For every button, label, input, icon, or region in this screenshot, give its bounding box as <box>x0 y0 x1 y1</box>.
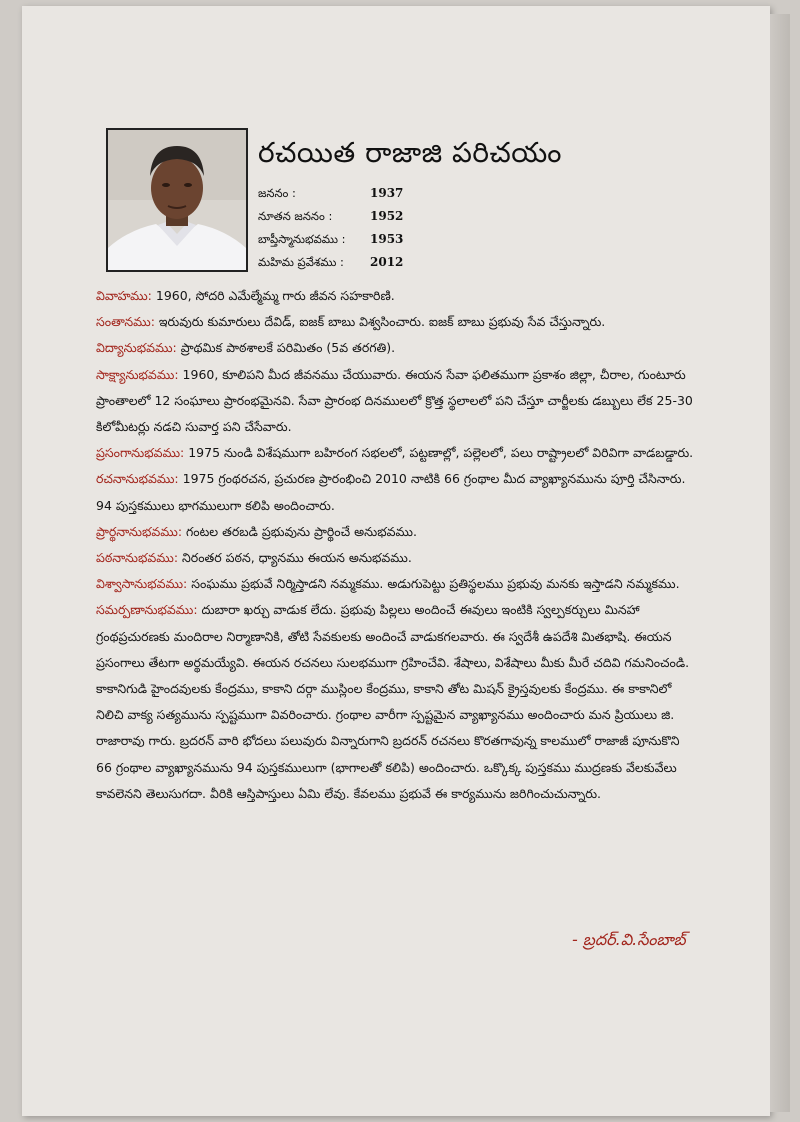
section-text: 1960, కూలిపని మీద జీవనము చేయువారు. ఈయన సేవా ఫలితముగా ప్రకాశం జిల్లా, చీరాల, గుంటూరు ప్రాంతాలలో 12 సంఘాలు ప్రారంభమైనవి. సేవా ప్రారంభ దినములలో క్రొత్త స్థలాలలో పని చేస్తూ చార్జీలకు డబ్బులు లేక 25-30 కిలోమీటర్లు నడచి సువార్త పని చేసేవారు. <box>96 366 693 435</box>
section-heading: ప్రార్థనానుభవము: <box>96 523 183 539</box>
section-text: 1975 గ్రంథరచన, ప్రచురణ ప్రారంభించి 2010 నాటికి 66 గ్రంథాల మీద వ్యాఖ్యానమును పూర్తి చేసినారు. 94 పుస్తకములు భాగములుగా కలిపి అందించారు. <box>96 471 686 513</box>
fact-label: బాప్తీస్మానుభవము : <box>258 232 346 246</box>
section-writing <box>96 466 696 518</box>
section-text: ప్రాథమిక పాఠశాలకే పరిమితం (5వ తరగతి). <box>176 340 396 356</box>
section-text: గంటల తరబడి ప్రభువును ప్రార్థించే అనుభవము. <box>182 523 417 539</box>
section-heading: విశ్వాసానుభవము: <box>96 576 188 592</box>
fact-label: మహిమ ప్రవేశము : <box>258 255 344 269</box>
birth-facts <box>258 182 403 274</box>
section-text: దుబారా ఖర్చు వాడుక లేదు. ప్రభువు పిల్లలు అందించే ఈవులు ఇంటికి స్వల్పకర్చులు మినహా గ్రంథప్రచురణకు మందిరాల నిర్మాణానికి, తోటి సేవకులకు అందించే వాడుకగలవారు. ఈ స్వదేశీ ఉపదేశి మితభాషి. ఈయన ప్రసంగాలు తేటగా అర్థమయ్యేవి. ఈయన రచనలు సులభముగా గ్రహించేవి. శేషాలు, విశేషాలు మీకు మీరే చదివి గమనించండి. కాకానిగుడి హైందవులకు కేంద్రము, కాకాని దర్గా ముస్లింల కేంద్రము, కాకాని తోట మిషన్ క్రైస్తవులకు కేంద్రము. ఈ కాకానిలో నిలిచి వాక్య సత్యమును స్పష్టముగా వివరించారు. గ్రంథాల వారీగా స్పష్టమైన వ్యాఖ్యానము అందించారు మన ప్రియులు జి. రాజారావు గారు. బ్రదరన్ వారి భోదలు పలువురు విన్నారుగాని బ్రదరన్ రచనలు కొరతగావున్న కాలములో రాజాజీ పూనుకొని 66 గ్రంథాల వ్యాఖ్యానమును 94 పుస్తకములుగా (భాగాలతో కలిపి) అందించారు. ఒక్కొక్క పుస్తకము ముద్రణకు వేలకువేలు కావలెనని తెలుసుగదా. వీరికి ఆస్తిపాస్తులు ఏమి లేవు. కేవలము ప్రభువే ఈ కార్యమును జరిగించుచున్నారు. <box>96 602 690 801</box>
fact-row <box>258 251 403 274</box>
section-text: నిరంతర పఠన, ధ్యానము ఈయన అనుభవము. <box>178 550 412 566</box>
section-marriage <box>96 283 696 309</box>
section-text: 1960, సోదరి ఎమేల్మేమ్మ గారు జీవన సహకారిణి. <box>151 288 395 303</box>
section-heading: రచనానుభవము: <box>96 471 179 487</box>
fact-row <box>258 182 403 205</box>
author-photo <box>106 128 248 272</box>
page-edge <box>770 14 790 1112</box>
section-text: సంఘము ప్రభువే నిర్మిస్తాడని నమ్మకము. అడుగుపెట్టు ప్రతిస్థలము ప్రభువు మనకు ఇస్తాడని నమ్మకము. <box>187 576 680 592</box>
section-heading: సాక్ష్యానుభవము: <box>96 366 179 382</box>
section-education <box>96 335 696 361</box>
fact-value: 2012 <box>370 255 404 269</box>
fact-value: 1952 <box>370 209 404 223</box>
fact-row <box>258 228 403 251</box>
section-reading <box>96 545 696 571</box>
section-preaching <box>96 440 696 466</box>
section-faith <box>96 571 696 597</box>
section-heading: ప్రసంగానుభవము: <box>96 445 185 461</box>
fact-label: జననం : <box>258 186 296 200</box>
page-title: రచయిత రాజాజి పరిచయం <box>258 136 562 169</box>
fact-value: 1953 <box>370 232 404 246</box>
section-prayer <box>96 519 696 545</box>
fact-label: నూతన జననం : <box>258 209 333 223</box>
biography-body <box>96 283 696 807</box>
section-dedication <box>96 597 696 807</box>
section-testimony <box>96 362 696 441</box>
author-signature: - బ్రదర్.వి.సేంబాబ్ <box>572 930 686 949</box>
section-heading: సమర్పణానుభవము: <box>96 602 198 618</box>
section-children <box>96 309 696 335</box>
section-text: 1975 నుండి విశేషముగా బహిరంగ సభలలో, పట్టణాల్లో, పల్లెలలో, పలు రాష్ట్రాలలో విరివిగా వాడబడ్డారు. <box>184 445 694 461</box>
section-heading: విద్యానుభవము: <box>96 340 177 356</box>
section-heading: పఠనానుభవము: <box>96 550 179 566</box>
section-text: ఇరువురు కుమారులు దేవిడ్, ఐజక్ బాబు విశ్వసించారు. ఐజక్ బాబు ప్రభువు సేవ చేస్తున్నారు. <box>154 314 606 330</box>
fact-row <box>258 205 403 228</box>
fact-value: 1937 <box>370 186 404 200</box>
section-heading: వివాహము: <box>96 288 152 303</box>
section-heading: సంతానము: <box>96 314 155 330</box>
